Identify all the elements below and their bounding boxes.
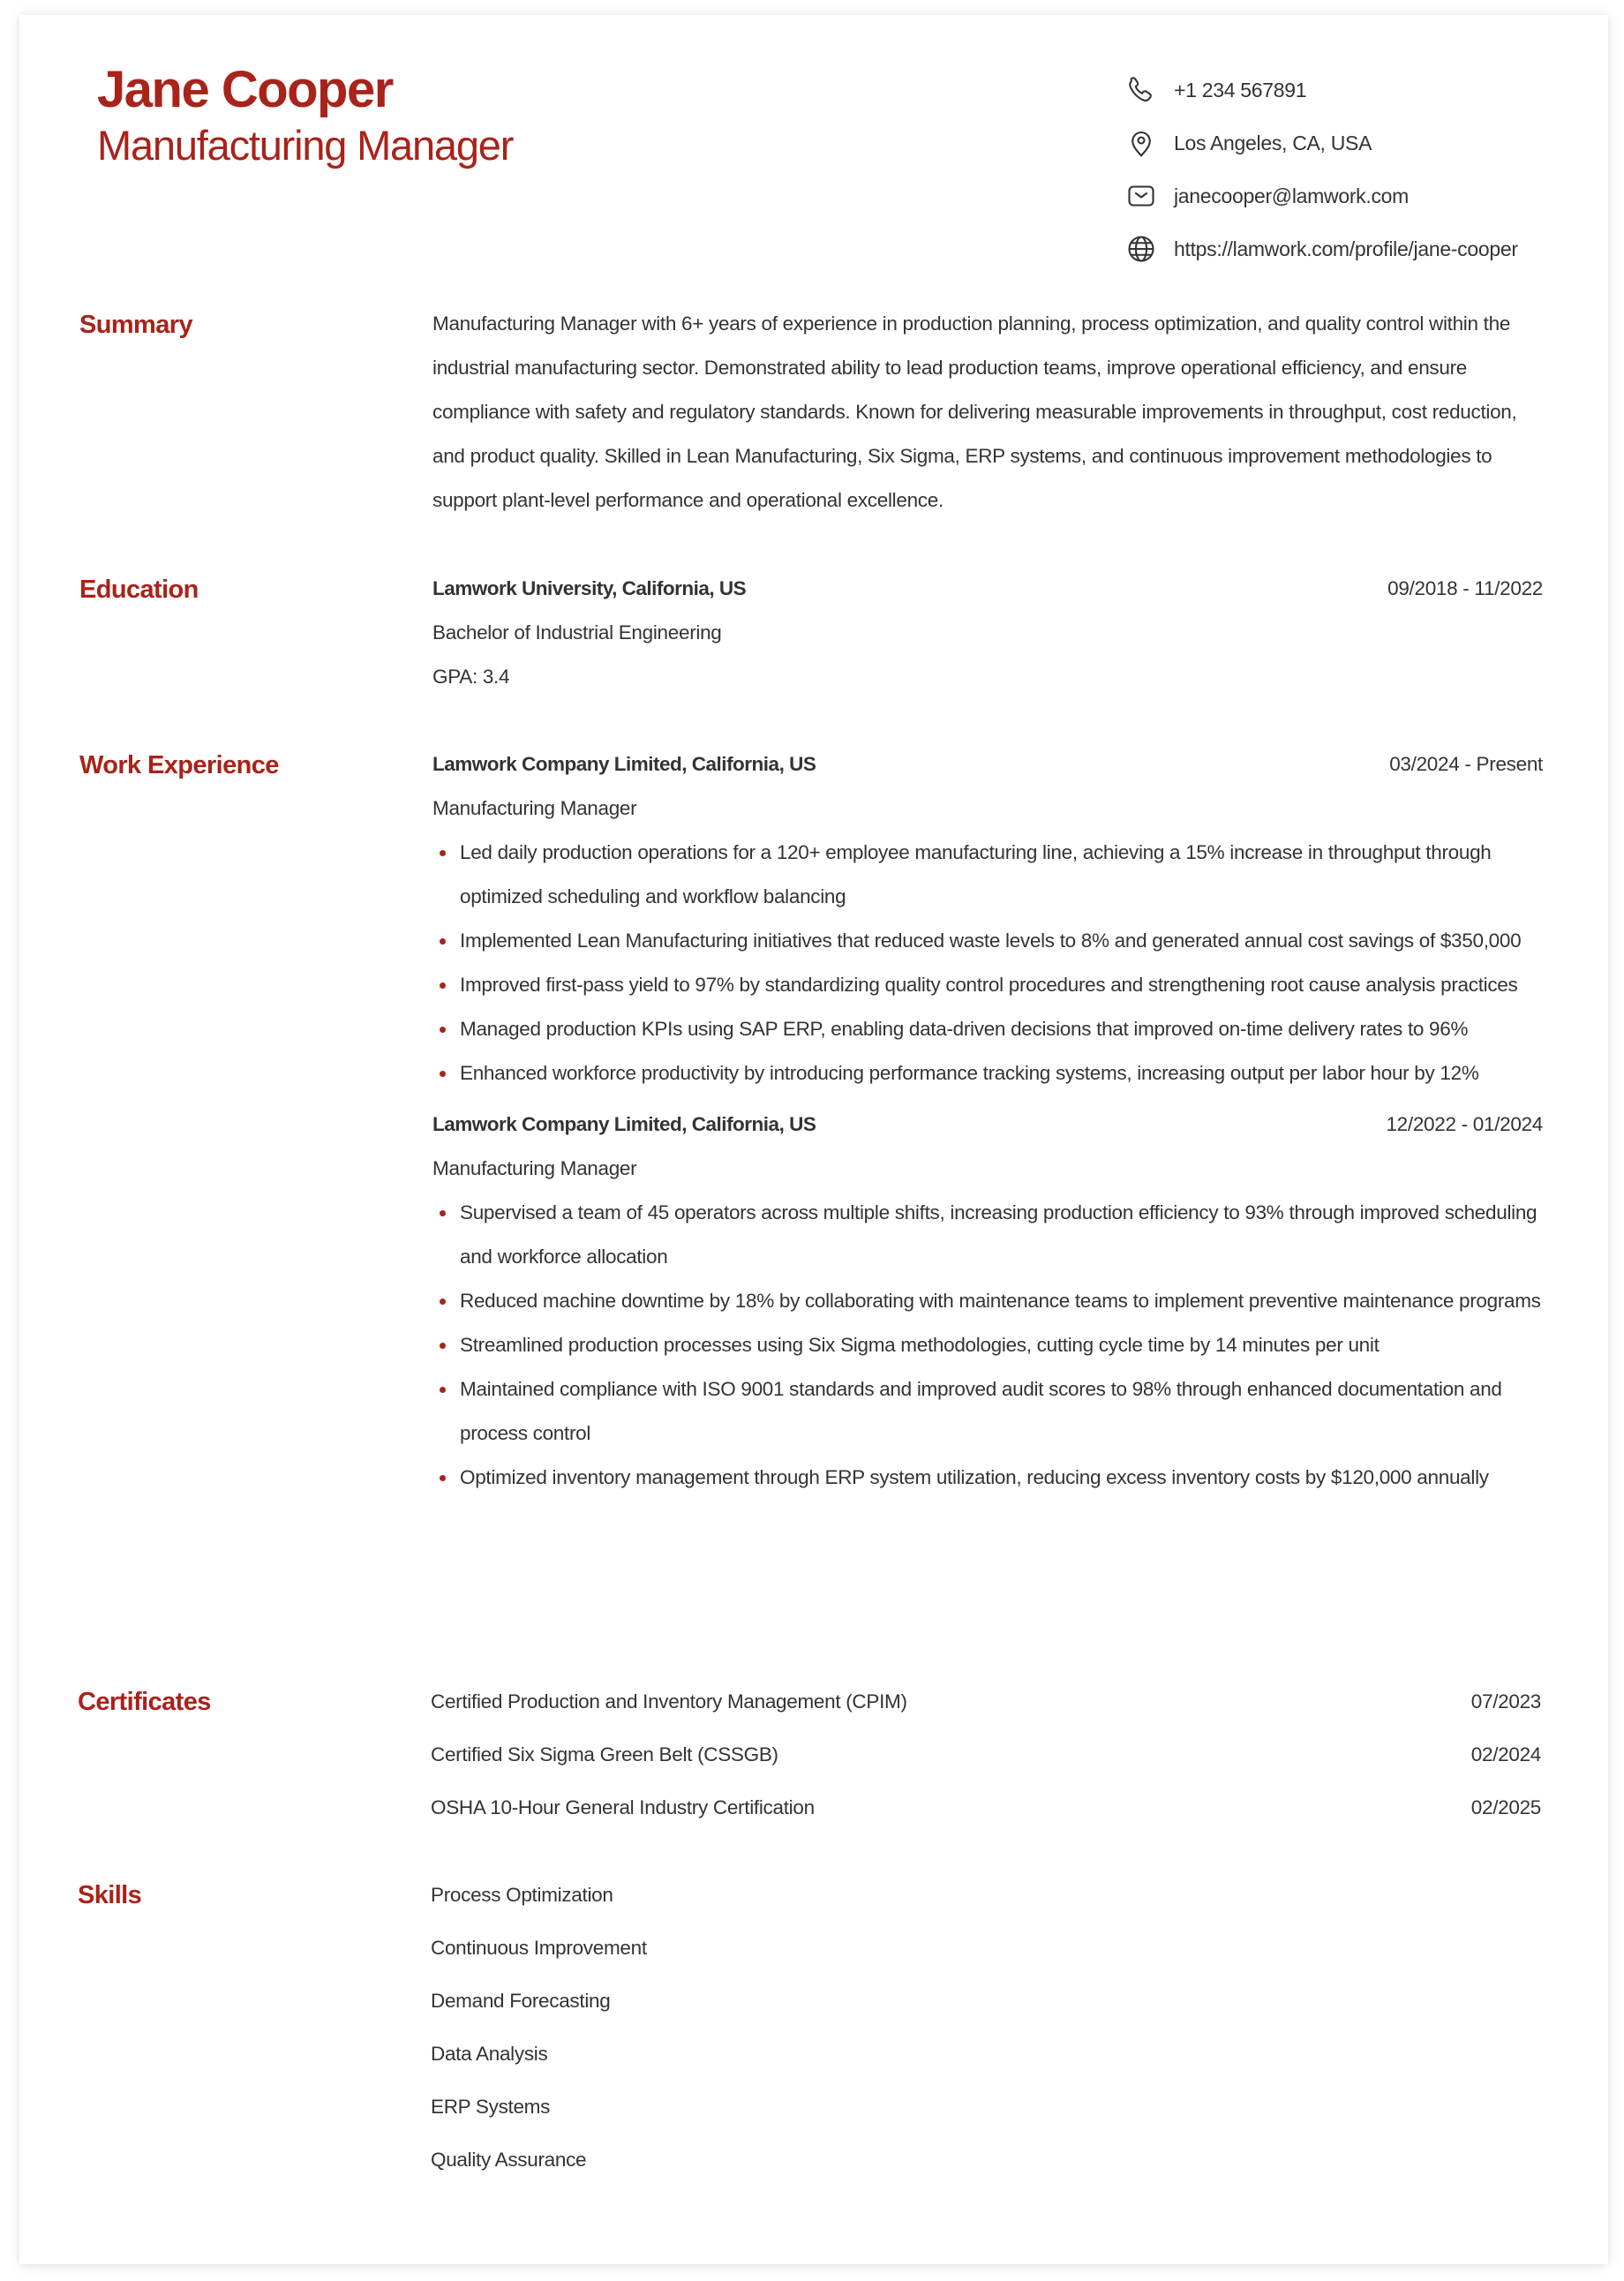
job-bullets (432, 1191, 1543, 1500)
location-pin-icon (1124, 126, 1158, 160)
job-bullet (432, 1367, 1543, 1456)
summary-text: Manufacturing Manager with 6+ years of experience in production planning, process optimization, and quality control within the industrial manufacturing sector. Demonstrated ability to lead production teams, improve operational efficiency, and ensure compliance with safety and regulatory standards. Known for delivering measurable improvements in throughput, cost reduction, and product quality. Skilled in Lean Manufacturing, Six Sigma, ERP systems, and continuous improvement methodologies to support plant-level performance and operational excellence. (432, 312, 1517, 511)
job-bullet-text: Led daily production operations for a 120+ employee manufacturing line, achieving a 15% increase in throughput through optimized scheduling and workflow balancing (460, 841, 1492, 907)
contact-phone-text[interactable]: +1 234 567891 (1174, 78, 1307, 102)
skill-item: Quality Assurance (431, 2149, 587, 2171)
skill-item: Data Analysis (431, 2043, 548, 2065)
phone-icon (1124, 73, 1158, 107)
job-bullet (432, 1323, 1543, 1367)
job-bullet-text: Improved first-pass yield to 97% by standardizing quality control procedures and strengthening root cause analysis practices (460, 974, 1518, 996)
job-company: Lamwork Company Limited, California, US (432, 753, 816, 775)
job-role: Manufacturing Manager (432, 797, 637, 819)
section-heading-education: Education (79, 576, 199, 604)
skill-item: Process Optimization (431, 1884, 613, 1906)
education-dates: 09/2018 - 11/2022 (1387, 577, 1543, 599)
contact-phone (1124, 64, 1518, 117)
bullet-dot-icon (440, 1071, 446, 1077)
globe-icon (1124, 232, 1158, 266)
job-bullet (432, 1456, 1543, 1500)
certificate-item (431, 1781, 1541, 1834)
mail-icon (1124, 179, 1158, 213)
education-item (432, 567, 1543, 699)
section-heading-skills: Skills (78, 1881, 142, 1909)
job-bullet-text: Optimized inventory management through ERP system utilization, reducing excess inventory costs by $120,000 annually (460, 1466, 1489, 1488)
contact-email-text[interactable]: janecooper@lamwork.com (1174, 184, 1410, 207)
bullet-dot-icon (440, 1210, 446, 1216)
skill-item: Demand Forecasting (431, 1990, 611, 2012)
bullet-dot-icon (440, 1299, 446, 1305)
bullet-dot-icon (440, 1343, 446, 1349)
contact-location (1124, 117, 1518, 169)
job-bullet-text: Reduced machine downtime by 18% by collaborating with maintenance teams to implement preventive maintenance programs (460, 1290, 1541, 1312)
job-role: Manufacturing Manager (432, 1157, 637, 1179)
job-dates: 12/2022 - 01/2024 (1386, 1113, 1543, 1135)
job-bullet (432, 1051, 1543, 1095)
job-entry (432, 1103, 1543, 1500)
certificate-date: 02/2024 (1470, 1743, 1541, 1765)
certificate-item (431, 1728, 1541, 1781)
job-bullet (432, 1279, 1543, 1323)
skill-item: ERP Systems (431, 2096, 551, 2118)
contact-list (1124, 64, 1518, 275)
job-bullet (432, 963, 1543, 1007)
certificate-date: 02/2025 (1470, 1796, 1541, 1818)
contact-website (1124, 222, 1518, 275)
job-bullet-text: Managed production KPIs using SAP ERP, enabling data-driven decisions that improved on-time delivery rates to 96% (460, 1018, 1469, 1040)
job-dates: 03/2024 - Present (1389, 753, 1543, 775)
job-company: Lamwork Company Limited, California, US (432, 1113, 816, 1135)
certificate-name: Certified Six Sigma Green Belt (CSSGB) (431, 1743, 778, 1765)
job-bullet (432, 919, 1543, 963)
contact-email (1124, 169, 1518, 222)
certificate-date: 07/2023 (1470, 1690, 1541, 1713)
job-bullet-text: Supervised a team of 45 operators across multiple shifts, increasing production efficiency to 93% through improved scheduling and workforce allocation (460, 1201, 1538, 1268)
bullet-dot-icon (440, 1027, 446, 1033)
bullet-dot-icon (440, 1475, 446, 1481)
job-bullet-text: Maintained compliance with ISO 9001 standards and improved audit scores to 98% through enhanced documentation and process control (460, 1378, 1502, 1444)
skill-item: Continuous Improvement (431, 1937, 647, 1959)
education-degree: Bachelor of Industrial Engineering (432, 621, 722, 644)
contact-website-link[interactable]: https://lamwork.com/profile/jane-cooper (1174, 237, 1518, 260)
contact-location-text: Los Angeles, CA, USA (1174, 131, 1372, 154)
certificate-name: OSHA 10-Hour General Industry Certification (431, 1796, 815, 1818)
section-heading-summary: Summary (79, 311, 192, 339)
job-bullet-text: Streamlined production processes using Six Sigma methodologies, cutting cycle time by 14 minutes per unit (460, 1334, 1380, 1356)
bullet-dot-icon (440, 1387, 446, 1393)
section-heading-certificates: Certificates (78, 1688, 211, 1716)
job-bullet-text: Implemented Lean Manufacturing initiatives that reduced waste levels to 8% and generated annual cost savings of $350,000 (460, 930, 1522, 952)
bullet-dot-icon (440, 850, 446, 856)
candidate-title: Manufacturing Manager (97, 122, 514, 169)
education-school: Lamwork University, California, US (432, 577, 747, 599)
candidate-name: Jane Cooper (97, 61, 393, 118)
job-bullets (432, 831, 1543, 1095)
certificate-name: Certified Production and Inventory Management (CPIM) (431, 1690, 907, 1713)
job-bullet-text: Enhanced workforce productivity by introducing performance tracking systems, increasing output per labor hour by 12% (460, 1062, 1479, 1084)
section-heading-work-experience: Work Experience (79, 751, 279, 779)
job-entry (432, 742, 1543, 1095)
education-gpa: GPA: 3.4 (432, 666, 510, 688)
bullet-dot-icon (440, 982, 446, 989)
bullet-dot-icon (440, 938, 446, 945)
job-bullet (432, 1191, 1543, 1279)
resume-page (19, 15, 1608, 2264)
job-bullet (432, 831, 1543, 919)
certificate-item (431, 1675, 1541, 1728)
job-bullet (432, 1007, 1543, 1051)
